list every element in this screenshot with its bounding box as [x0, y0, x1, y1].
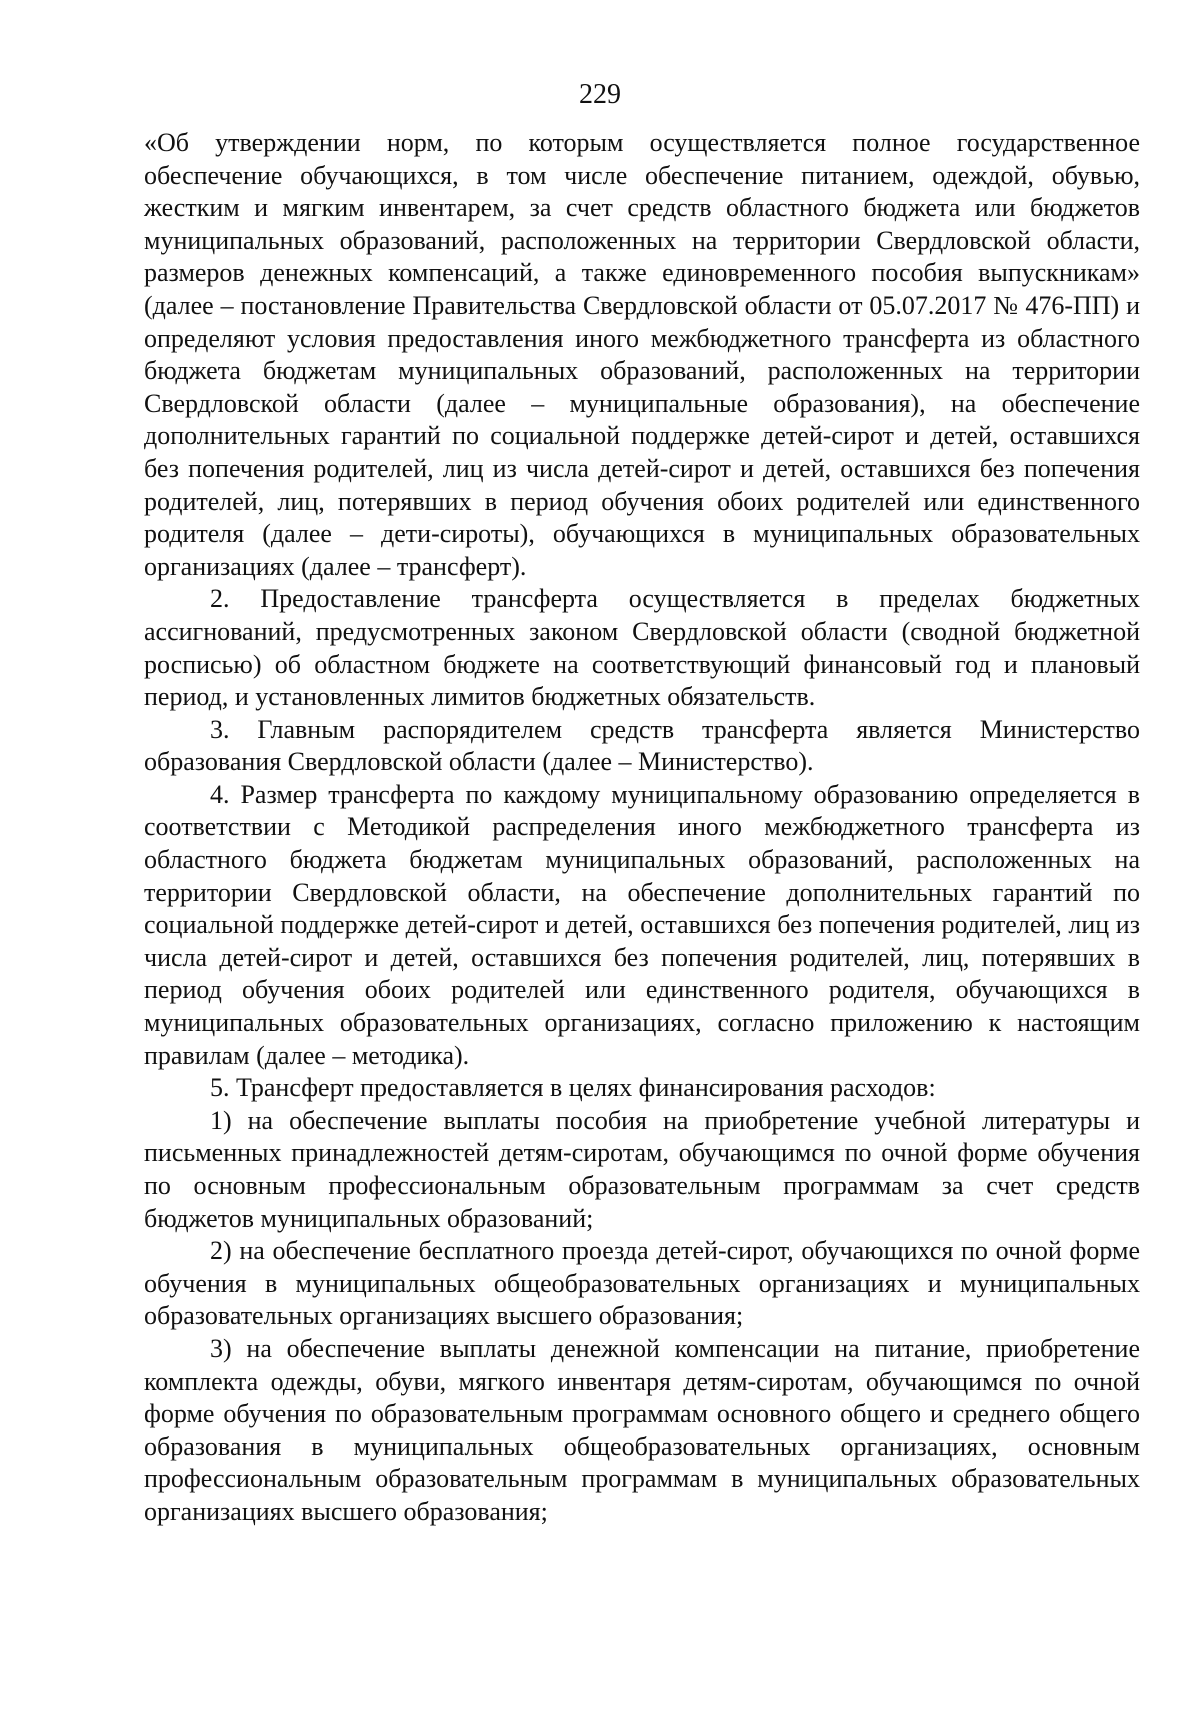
document-body [144, 127, 1140, 1529]
list-item-2: 2) на обеспечение бесплатного проезда детей-сирот, обучающихся по очной форме обучения в муниципальных общеобразовательных организациях и муниципальных образовательных организациях высшего образования; [144, 1236, 1140, 1331]
paragraph-2: 2. Предоставление трансферта осуществляется в пределах бюджетных ассигнований, предусмотренных законом Свердловской области (сводной бюджетной росписью) об областном бюджете на соответствующий финансовый год и плановый период, и установленных лимитов бюджетных обязательств. [144, 584, 1140, 712]
paragraph-intro: «Об утверждении норм, по которым осуществляется полное государственное обеспечение обучающихся, в том числе обеспечение питанием, одеждой, обувью, жестким и мягким инвентарем, за счет средств областного бюджета или бюджетов муниципальных образований, расположенных на территории Свердловской области, размеров денежных компенсаций, а также единовременного пособия выпускникам» (далее – постановление Правительства Свердловской области от 05.07.2017 № 476-ПП) и определяют условия предоставления иного межбюджетного трансферта из областного бюджета бюджетам муниципальных образований, расположенных на территории Свердловской области (далее – муниципальные образования), на обеспечение дополнительных гарантий по социальной поддержке детей-сирот и детей, оставшихся без попечения родителей, лиц из числа детей-сирот и детей, оставшихся без попечения родителей, лиц, потерявших в период обучения обоих родителей или единственного родителя (далее – дети-сироты), обучающихся в муниципальных образовательных организациях (далее – трансферт). [144, 128, 1140, 581]
paragraph-3: 3. Главным распорядителем средств трансферта является Министерство образования Свердловской области (далее – Министерство). [144, 714, 1140, 777]
list-item-3: 3) на обеспечение выплаты денежной компенсации на питание, приобретение комплекта одежды, обуви, мягкого инвентаря детям-сиротам, обучающимся по очной форме обучения по образовательным программам основного общего и среднего общего образования в муниципальных общеобразовательных организациях, основным профессиональным образовательным программам в муниципальных образовательных организациях высшего образования; [144, 1333, 1140, 1526]
page-number: 229 [579, 79, 621, 110]
list-item-1: 1) на обеспечение выплаты пособия на приобретение учебной литературы и письменных принадлежностей детям-сиротам, обучающимся по очной форме обучения по основным профессиональным образовательным программам за счет средств бюджетов муниципальных образований; [144, 1105, 1140, 1233]
paragraph-4: 4. Размер трансферта по каждому муниципальному образованию определяется в соответствии с Методикой распределения иного межбюджетного трансферта из областного бюджета бюджетам муниципальных образований, расположенных на территории Свердловской области, на обеспечение дополнительных гарантий по социальной поддержке детей-сирот и детей, оставшихся без попечения родителей, лиц из числа детей-сирот и детей, оставшихся без попечения родителей, лиц, потерявших в период обучения обоих родителей или единственного родителя, обучающихся в муниципальных образовательных организациях, согласно приложению к настоящим правилам (далее – методика). [144, 779, 1140, 1070]
paragraph-5: 5. Трансферт предоставляется в целях финансирования расходов: [210, 1073, 936, 1103]
